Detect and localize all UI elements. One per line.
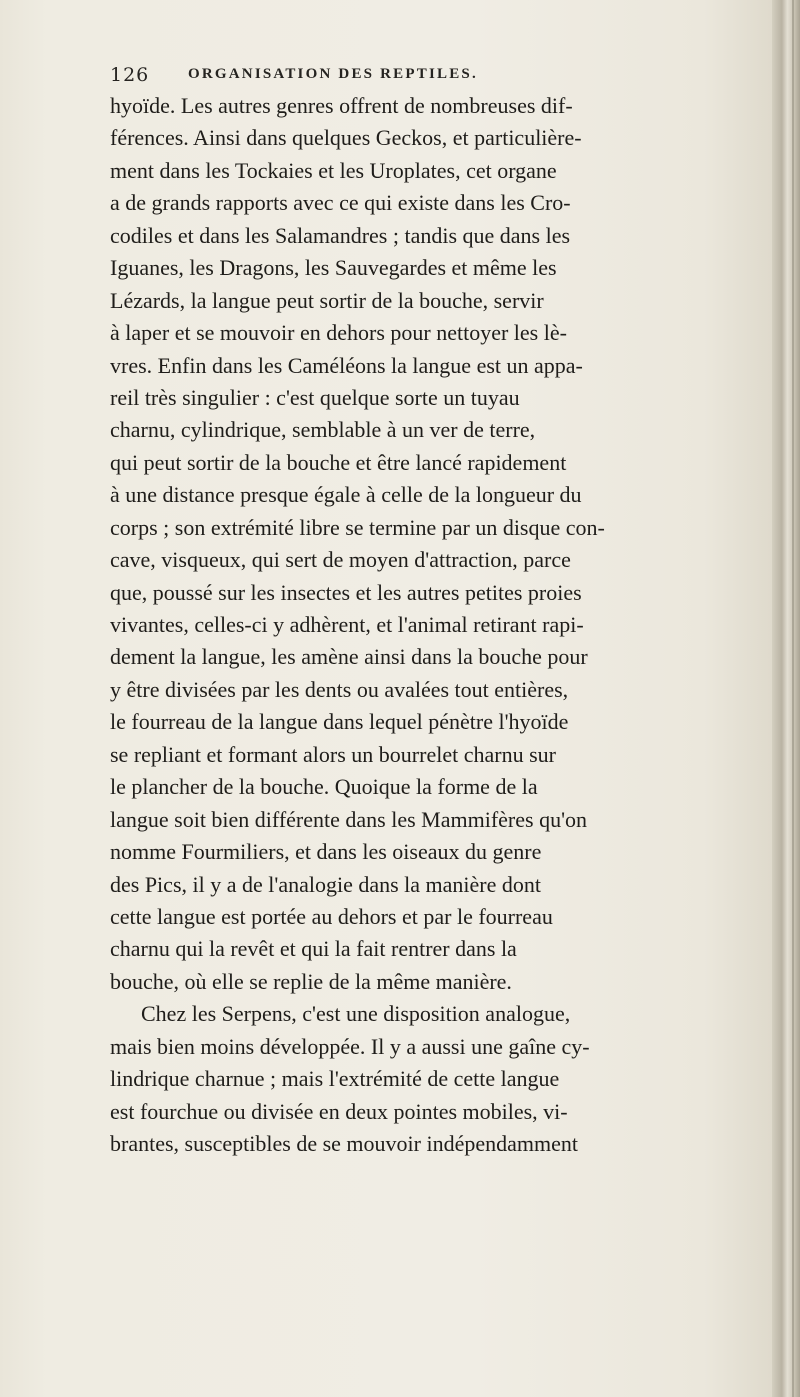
gutter-shadow xyxy=(792,0,794,1397)
text-line: qui peut sortir de la bouche et être lancé rapidement xyxy=(110,449,567,475)
text-line: reil très singulier : c'est quelque sorte un tuyau xyxy=(110,384,520,410)
text-line: à une distance presque égale à celle de la longueur du xyxy=(110,482,582,508)
text-line: cette langue est portée au dehors et par le fourreau xyxy=(110,903,553,929)
text-line: corps ; son extrémité libre se termine par un disque con- xyxy=(110,514,605,540)
text-line: des Pics, il y a de l'analogie dans la manière dont xyxy=(110,871,542,897)
running-title: ORGANISATION DES REPTILES. xyxy=(188,66,478,82)
text-line: a de grands rapports avec ce qui existe dans les Cro- xyxy=(110,190,571,216)
text-line: hyoïde. Les autres genres offrent de nombreuses dif- xyxy=(110,93,573,118)
text-line: se repliant et formant alors un bourrelet charnu sur xyxy=(110,741,556,767)
text-line: le fourreau de la langue dans lequel pénètre l'hyoïde xyxy=(110,709,569,735)
text-line: lindrique charnue ; mais l'extrémité de cette langue xyxy=(110,1066,560,1092)
book-gutter xyxy=(772,0,800,1397)
text-line: langue soit bien différente dans les Mammifères qu'on xyxy=(110,806,588,832)
text-line: vivantes, celles-ci y adhèrent, et l'animal retirant rapi- xyxy=(110,612,584,637)
text-line: à laper et se mouvoir en dehors pour nettoyer les lè- xyxy=(110,320,567,346)
text-line: ment dans les Tockaies et les Uroplates, cet organe xyxy=(110,157,557,183)
text-line: férences. Ainsi dans quelques Geckos, et particulière- xyxy=(110,125,582,151)
text-line: Chez les Serpens, c'est une disposition analogue, xyxy=(141,1001,571,1027)
text-line: Iguanes, les Dragons, les Sauvegardes et même les xyxy=(110,255,557,281)
text-line: Lézards, la langue peut sortir de la bouche, servir xyxy=(110,287,544,313)
text-line: bouche, où elle se replie de la même manière. xyxy=(110,968,512,994)
text-line: que, poussé sur les insectes et les autres petites proies xyxy=(110,579,582,605)
text-line: charnu, cylindrique, semblable à un ver de terre, xyxy=(110,417,536,443)
text-line: charnu qui la revêt et qui la fait rentrer dans la xyxy=(110,936,517,962)
text-line: dement la langue, les amène ainsi dans la bouche pour xyxy=(110,644,588,670)
text-line: est fourchue ou divisée en deux pointes mobiles, vi- xyxy=(110,1098,568,1124)
text-line: codiles et dans les Salamandres ; tandis que dans les xyxy=(110,222,571,248)
body-text xyxy=(110,90,770,1160)
text-line: y être divisées par les dents ou avalées tout entières, xyxy=(110,676,569,702)
text-line: brantes, susceptibles de se mouvoir indépendamment xyxy=(110,1131,578,1156)
text-line: mais bien moins développée. Il y a aussi une gaîne cy- xyxy=(110,1033,590,1059)
text-line: le plancher de la bouche. Quoique la forme de la xyxy=(110,774,538,800)
text-line: cave, visqueux, qui sert de moyen d'attraction, parce xyxy=(110,547,571,573)
page-number: 126 xyxy=(110,64,150,86)
text-line: nomme Fourmiliers, et dans les oiseaux du genre xyxy=(110,839,542,865)
text-line: vres. Enfin dans les Caméléons la langue est un appa- xyxy=(110,352,583,378)
